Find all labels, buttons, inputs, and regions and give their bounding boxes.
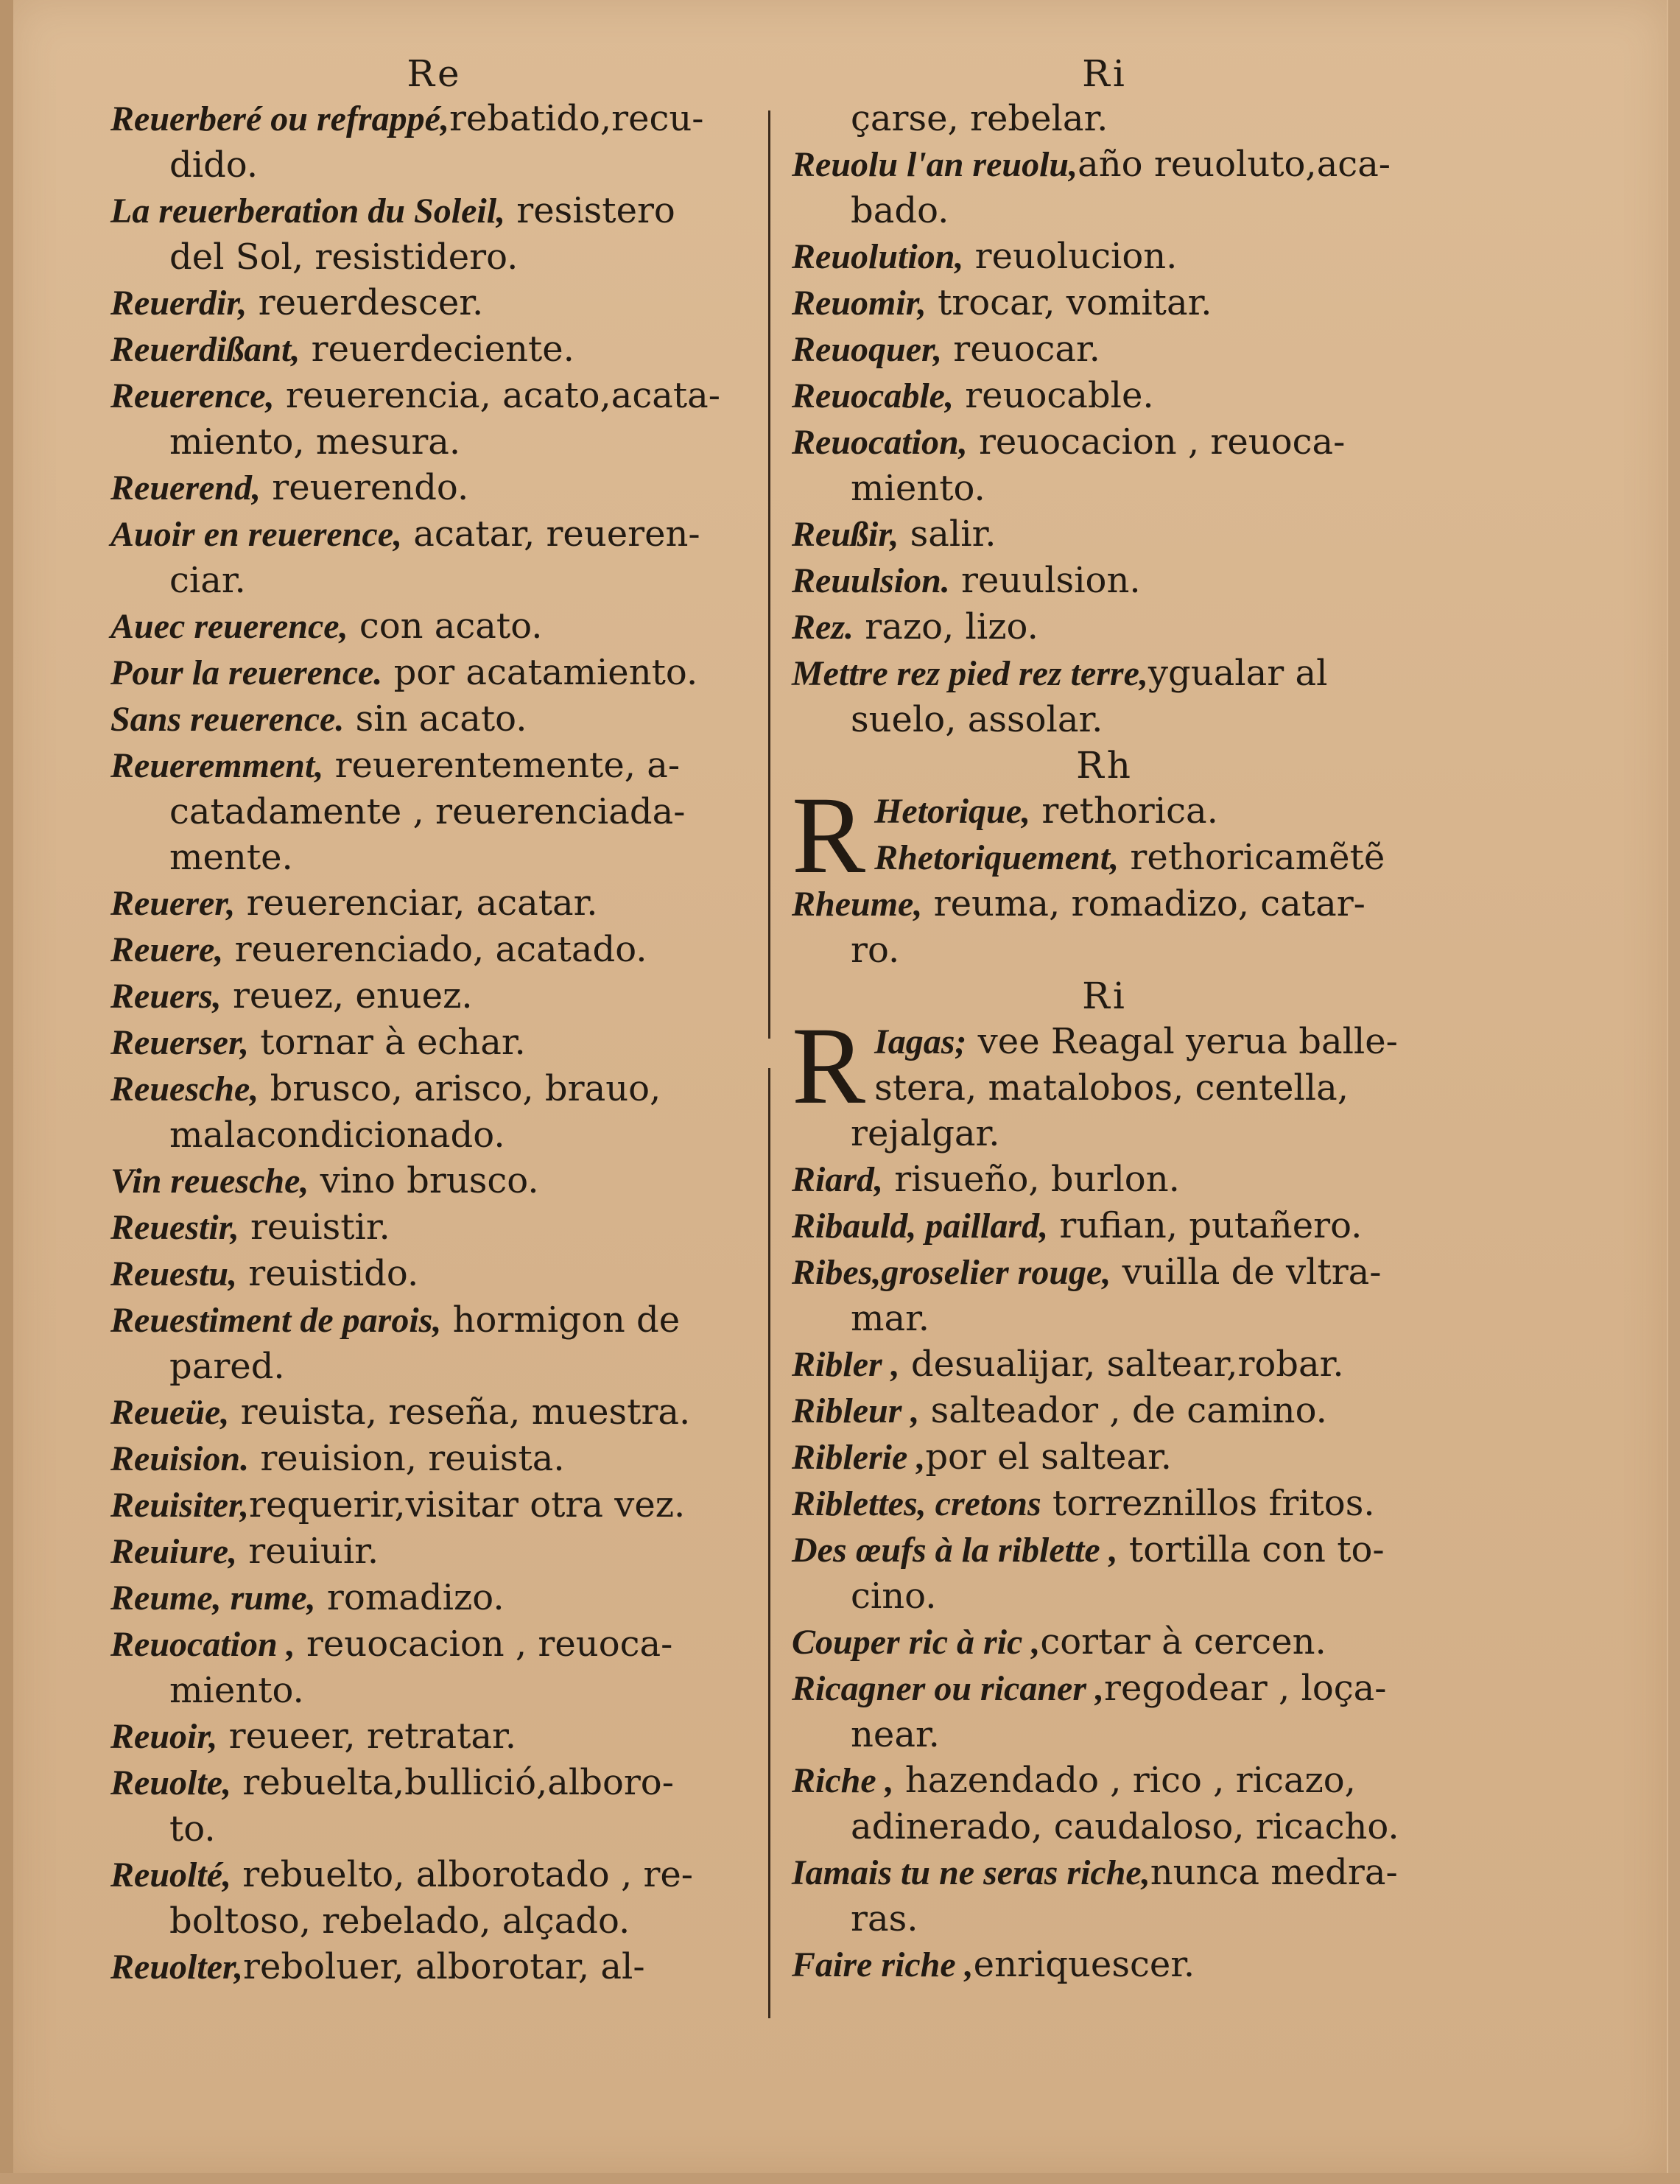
right-entry-list-1 <box>792 96 1418 742</box>
dictionary-entry <box>792 511 1418 558</box>
definition-continuation: ciar. <box>169 560 246 601</box>
dictionary-entry <box>110 1760 759 1852</box>
dictionary-entry <box>792 326 1418 373</box>
right-entry-list-2 <box>792 1156 1418 1988</box>
headword: Reuere, <box>110 930 224 969</box>
headword: Reuision. <box>110 1439 250 1478</box>
definition: hormigon de <box>441 1299 681 1341</box>
definition: hazendado , rico , ricazo, <box>893 1760 1356 1801</box>
headword: Rhetoriquement, <box>874 838 1120 877</box>
headword: Ribleur , <box>792 1391 920 1430</box>
dictionary-entry <box>792 280 1418 326</box>
dictionary-entry <box>110 1713 759 1760</box>
dictionary-entry <box>110 326 759 373</box>
headword: Reuolté, <box>110 1855 231 1895</box>
definition-continuation: catadamente , reuerenciada- <box>169 791 686 832</box>
dictionary-entry <box>792 1203 1418 1249</box>
definition: reuistir. <box>239 1207 390 1248</box>
definition-continuation: to. <box>169 1808 216 1850</box>
headword: La reuerberation du Soleil, <box>110 192 506 231</box>
headword: Riblettes, cretons <box>792 1484 1041 1523</box>
dictionary-entry <box>110 96 759 188</box>
definition: risueño, burlon. <box>883 1159 1180 1200</box>
definition: reueer, retratar. <box>217 1716 516 1757</box>
definition-continuation: miento. <box>169 1670 304 1711</box>
headword: Reußir, <box>792 515 899 554</box>
definition: reuerencia, acato,acata- <box>274 375 720 416</box>
section-rh <box>792 774 1418 973</box>
headword: Faire riche , <box>792 1945 974 1984</box>
definition: reuerendo. <box>261 467 469 508</box>
dictionary-entry <box>110 1621 759 1713</box>
headword: Pour la reuerence. <box>110 653 383 692</box>
dictionary-entry <box>110 973 759 1019</box>
headword: Reuesche, <box>110 1070 259 1109</box>
dictionary-entry <box>110 650 759 696</box>
right-column <box>792 52 1418 1988</box>
definition: cortar à cercen. <box>1040 1621 1326 1662</box>
dictionary-entry <box>110 603 759 650</box>
definition: reuistido. <box>237 1253 419 1294</box>
definition: reuocacion , reuoca- <box>967 421 1346 463</box>
definition: sin acato. <box>344 698 527 740</box>
headword: Reuerer, <box>110 884 236 923</box>
definition: brusco, arisco, brauo, <box>259 1068 661 1109</box>
headword: Iamais tu ne seras riche, <box>792 1853 1150 1892</box>
dictionary-entry <box>792 1942 1418 1988</box>
definition: por el saltear. <box>925 1436 1172 1478</box>
definition: rethoricamẽtẽ <box>1119 837 1385 878</box>
dictionary-entry <box>792 1434 1418 1481</box>
dictionary-entry <box>792 419 1418 511</box>
definition: reuiuir. <box>237 1531 379 1572</box>
dictionary-entry <box>792 1481 1418 1527</box>
definition: reuocacion , reuoca- <box>295 1623 673 1665</box>
definition: por acatamiento. <box>382 652 698 693</box>
running-head-left: Re <box>407 52 463 95</box>
definition: reuista, reseña, muestra. <box>229 1391 691 1433</box>
drop-cap-ri: R <box>792 1005 866 1127</box>
dictionary-entry <box>110 1482 759 1528</box>
definition: torreznillos fritos. <box>1041 1483 1375 1524</box>
page-edge-left <box>0 0 13 2184</box>
headword: Reuerberé ou refrappé, <box>110 99 449 138</box>
dictionary-entry <box>792 1156 1418 1203</box>
dictionary-entry <box>110 1436 759 1482</box>
definition: rebuelta,bullició,alboro- <box>231 1762 674 1803</box>
headword: Reuerence, <box>110 376 275 415</box>
definition: desualijar, saltear,robar. <box>899 1344 1344 1385</box>
drop-cap-rh: R <box>792 774 866 896</box>
definition: reuerentemente, a- <box>323 745 681 786</box>
dictionary-entry <box>110 1158 759 1204</box>
dictionary-entry <box>110 1852 759 1944</box>
dictionary-entry <box>110 1575 759 1621</box>
dictionary-entry <box>110 1944 759 1990</box>
definition: reuulsion. <box>949 560 1141 601</box>
dictionary-entry <box>110 511 759 603</box>
definition-continuation: rejalgar. <box>851 1113 1000 1154</box>
headword: Reuoir, <box>110 1717 218 1756</box>
dictionary-entry <box>110 742 759 835</box>
definition-continuation: mar. <box>851 1298 930 1339</box>
headword: Couper ric à ric , <box>792 1623 1041 1662</box>
dictionary-entry <box>110 927 759 973</box>
definition: rebuelto, alborotado , re- <box>231 1854 694 1895</box>
definition: salir. <box>899 513 997 555</box>
definition: reuision, reuista. <box>249 1438 565 1479</box>
dictionary-entry <box>792 1111 1418 1156</box>
dictionary-entry <box>792 96 1418 141</box>
headword: Reuiure, <box>110 1532 238 1571</box>
dictionary-entry <box>792 1005 1418 1127</box>
dictionary-entry <box>792 788 1418 835</box>
definition: tornar à echar. <box>249 1022 526 1063</box>
definition: reuocar. <box>942 329 1100 370</box>
definition: nunca medra- <box>1150 1852 1398 1893</box>
dictionary-entry <box>792 141 1418 234</box>
definition-continuation: ro. <box>851 930 900 971</box>
headword: Reueremment, <box>110 746 324 785</box>
headword: Riche , <box>792 1761 894 1800</box>
dictionary-entry <box>792 373 1418 419</box>
headword: Rheume, <box>792 885 923 924</box>
dictionary-entry <box>792 604 1418 650</box>
headword: Reuers, <box>110 977 222 1016</box>
left-entry-list <box>110 96 759 1990</box>
left-column <box>110 52 759 1990</box>
headword: Sans reuerence. <box>110 700 345 739</box>
definition-continuation: boltoso, rebelado, alçado. <box>169 1900 630 1942</box>
definition: enriquescer. <box>973 1944 1195 1985</box>
definition-continuation: pared. <box>169 1346 285 1387</box>
dictionary-entry <box>110 465 759 511</box>
dictionary-entry <box>110 373 759 465</box>
dictionary-entry <box>792 1665 1418 1758</box>
definition: vuilla de vltra- <box>1111 1251 1382 1293</box>
headword: Auoir en reuerence, <box>110 515 402 554</box>
definition: ygualar al <box>1147 653 1328 694</box>
definition-continuation: miento. <box>851 468 985 509</box>
definition-continuation: del Sol, resistidero. <box>169 236 519 278</box>
definition: reboluer, alborotar, al- <box>243 1946 645 1987</box>
definition-continuation: malacondicionado. <box>169 1114 505 1156</box>
headword: Reuerser, <box>110 1023 250 1062</box>
headword: Reuomir, <box>792 284 927 323</box>
definition-continuation: adinerado, caudaloso, ricacho. <box>851 1806 1399 1847</box>
definition: resistero <box>505 190 675 231</box>
headword: Reuolter, <box>110 1948 244 1987</box>
headword: Iagas; <box>874 1022 967 1061</box>
definition: trocar, vomitar. <box>926 282 1212 323</box>
dictionary-entry <box>792 650 1418 742</box>
dictionary-entry <box>792 1619 1418 1665</box>
headword: Reuestir, <box>110 1208 239 1247</box>
definition: reuerenciar, acatar. <box>235 882 598 924</box>
headword: Reuerdir, <box>110 284 247 323</box>
headword: Reuestu, <box>110 1254 238 1293</box>
headword: Reuocation , <box>110 1625 295 1664</box>
headword: Reuocation, <box>792 423 968 462</box>
definition: rebatido,recu- <box>449 98 704 139</box>
page-edge-bottom <box>0 2173 1680 2184</box>
definition: salteador , de camino. <box>919 1390 1327 1431</box>
headword: Ribauld, paillard, <box>792 1207 1049 1246</box>
definition-continuation: miento, mesura. <box>169 421 461 463</box>
dictionary-entry <box>792 1341 1418 1388</box>
headword: Reuoquer, <box>792 330 943 369</box>
definition: rethorica. <box>1030 790 1218 832</box>
headword: Reueüe, <box>110 1393 230 1432</box>
definition-continuation: dido. <box>169 144 259 186</box>
column-divider-bottom <box>768 1068 770 2018</box>
headword: Hetorique, <box>874 792 1031 831</box>
definition-continuation: near. <box>851 1714 940 1755</box>
dictionary-entry <box>110 1204 759 1251</box>
definition: acatar, reueren- <box>402 513 700 555</box>
definition: año reuoluto,aca- <box>1078 144 1391 185</box>
section-ri <box>792 1005 1418 1156</box>
definition: tortilla con to- <box>1117 1529 1385 1570</box>
headword: Reuestiment de parois, <box>110 1301 442 1340</box>
headword: Reuulsion. <box>792 561 950 600</box>
definition-continuation: cino. <box>851 1576 937 1617</box>
headword: Riard, <box>792 1160 884 1199</box>
dictionary-entry <box>792 1758 1418 1850</box>
definition: vee Reagal yerua balle- <box>966 1021 1398 1062</box>
definition: vino brusco. <box>309 1160 539 1201</box>
headword: Des œufs à la riblette , <box>792 1531 1118 1570</box>
headword: Ribes,groselier rouge, <box>792 1253 1111 1292</box>
definition: regodear , loça- <box>1104 1668 1387 1709</box>
definition-continuation: mente. <box>169 837 293 878</box>
definition: reuma, romadizo, catar- <box>922 883 1366 924</box>
dictionary-entry <box>110 835 759 880</box>
definition-continuation: suelo, assolar. <box>851 699 1103 740</box>
headword: Riblerie , <box>792 1438 926 1477</box>
headword: Reuolu l'an reuolu, <box>792 145 1078 184</box>
headword: Reuisiter, <box>110 1486 250 1525</box>
section-heading-ri: Ri <box>1082 975 1128 1017</box>
page-edge-right <box>1668 0 1680 2184</box>
column-divider-top <box>768 110 770 1039</box>
dictionary-entry <box>792 1388 1418 1434</box>
definition: reuerenciado, acatado. <box>223 929 647 970</box>
headword: Rez. <box>792 608 854 647</box>
dictionary-entry <box>792 1850 1418 1942</box>
section-heading-rh: Rh <box>1076 744 1134 787</box>
definition-continuation: bado. <box>851 190 949 231</box>
dictionary-entry <box>110 1066 759 1158</box>
definition-continuation: ras. <box>851 1898 918 1939</box>
definition: razo, lizo. <box>854 606 1038 647</box>
headword: Auec reuerence, <box>110 607 348 646</box>
headword: Vin reuesche, <box>110 1162 309 1201</box>
headword: Ricagner ou ricaner , <box>792 1669 1105 1708</box>
definition: reuocable. <box>953 375 1154 416</box>
dictionary-entry <box>110 880 759 927</box>
dictionary-entry <box>792 558 1418 604</box>
headword: Mettre rez pied rez terre, <box>792 654 1148 693</box>
dictionary-entry <box>110 1019 759 1066</box>
definition: romadizo. <box>315 1577 505 1618</box>
headword: Reuocable, <box>792 376 954 415</box>
definition-continuation: stera, matalobos, centella, <box>874 1067 1349 1109</box>
definition: reuolucion. <box>963 236 1178 277</box>
dictionary-entry <box>110 696 759 742</box>
definition: reuerdescer. <box>247 282 484 323</box>
definition: requerir,visitar otra vez. <box>249 1484 686 1525</box>
dictionary-entry <box>110 1389 759 1436</box>
headword: Reume, rume, <box>110 1579 316 1618</box>
dictionary-entry <box>792 835 1418 881</box>
dictionary-entry <box>792 1249 1418 1341</box>
dictionary-entry <box>110 280 759 326</box>
definition: rufian, putañero. <box>1048 1205 1363 1246</box>
dictionary-entry <box>110 1297 759 1389</box>
headword: Reuerend, <box>110 468 261 508</box>
dictionary-entry <box>792 1527 1418 1619</box>
dictionary-entry <box>792 234 1418 280</box>
headword: Ribler , <box>792 1345 900 1384</box>
dictionary-entry <box>110 1251 759 1297</box>
headword: Reuolution, <box>792 237 964 276</box>
headword: Reuolte, <box>110 1763 231 1802</box>
definition: reuerdeciente. <box>300 329 574 370</box>
definition: con acato. <box>348 605 543 647</box>
definition: reuez, enuez. <box>221 975 473 1016</box>
dictionary-entry <box>110 1528 759 1575</box>
dictionary-entry <box>110 188 759 280</box>
running-head-right: Ri <box>1082 52 1128 95</box>
headword: Reuerdißant, <box>110 330 300 369</box>
dictionary-entry <box>792 881 1418 973</box>
definition-continuation: çarse, rebelar. <box>851 98 1108 139</box>
